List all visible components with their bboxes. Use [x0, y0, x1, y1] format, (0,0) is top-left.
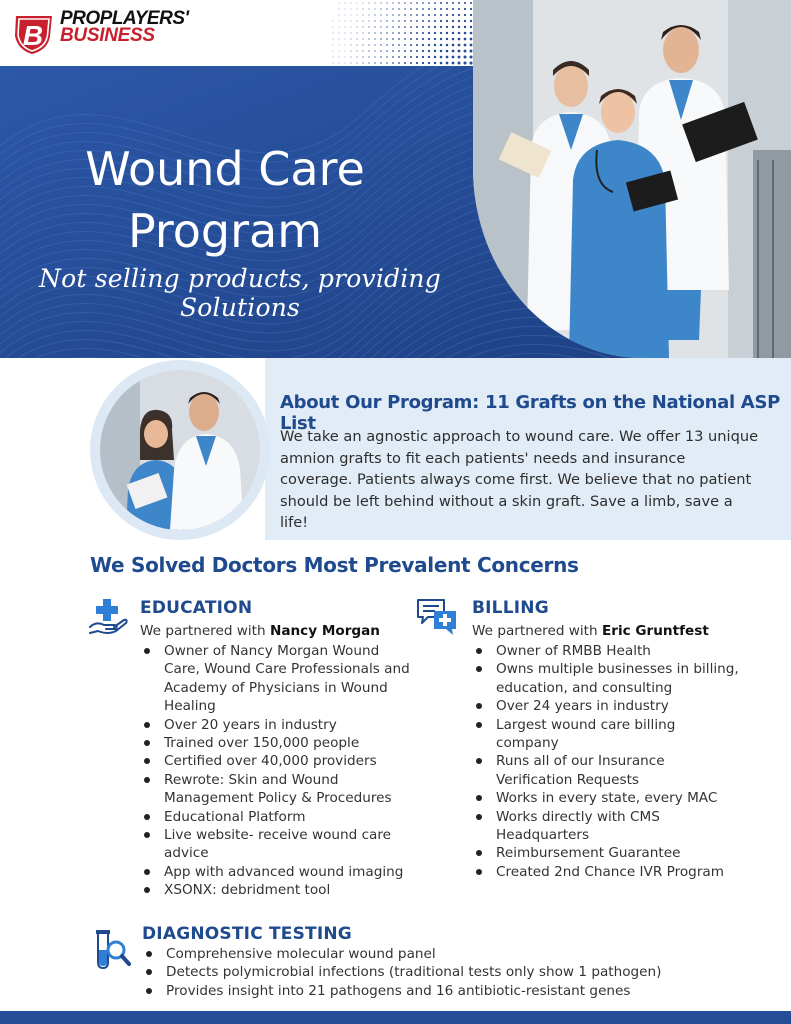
education-list-item: Owner of Nancy Morgan Wound Care, Wound Care Professionals and Academy of Physicians in Wound Healing: [140, 642, 410, 716]
education-list-item: Educational Platform: [140, 808, 410, 826]
education-list-item: XSONX: debridment tool: [140, 881, 410, 899]
about-photo: [100, 370, 260, 530]
billing-list-item: Owns multiple businesses in billing, education, and consulting: [472, 660, 742, 697]
test-tube-magnifier-icon: [92, 928, 132, 970]
billing-list-item: Works directly with CMS Headquarters: [472, 808, 742, 845]
chat-medical-icon: [416, 597, 458, 637]
education-list-item: Over 20 years in industry: [140, 716, 410, 734]
hero-title-line-1: Wound Care: [85, 142, 365, 196]
education-list: [140, 642, 410, 900]
diagnostic-heading: DIAGNOSTIC TESTING: [142, 924, 352, 944]
doctors-group-image: [473, 0, 791, 358]
hero-photo: [473, 0, 791, 358]
logo-line-2: BUSINESS: [60, 25, 155, 46]
billing-heading: BILLING: [472, 598, 549, 618]
diagnostic-list-item: Provides insight into 21 pathogens and 16 antibiotic-resistant genes: [142, 982, 702, 1000]
education-partner: [140, 623, 380, 639]
billing-list-item: Created 2nd Chance IVR Program: [472, 863, 742, 881]
hero-title-line-2: Program: [127, 204, 323, 258]
b-shield-logo-icon: [10, 12, 56, 56]
education-list-item: Live website- receive wound care advice: [140, 826, 410, 863]
billing-list-item: Largest wound care billing company: [472, 716, 742, 753]
section-title: We Solved Doctors Most Prevalent Concerns: [90, 553, 579, 577]
education-partner-name: Nancy Morgan: [269, 623, 380, 639]
billing-list-item: Runs all of our Insurance Verification Requests: [472, 752, 742, 789]
billing-partner-name: Eric Gruntfest: [601, 623, 709, 639]
billing-partner-prefix: We partnered with: [472, 623, 602, 639]
billing-list-item: Owner of RMBB Health: [472, 642, 742, 660]
billing-list: [472, 642, 742, 881]
logo-badge-letter: B: [22, 20, 44, 51]
hand-medical-cross-icon: [88, 597, 130, 637]
billing-list-item: Works in every state, every MAC: [472, 789, 742, 807]
doctors-consult-image: [100, 370, 260, 530]
company-logo: [10, 8, 230, 58]
about-body: We take an agnostic approach to wound care. We offer 13 unique amnion grafts to fit each patients' needs and insurance coverage. Patients always come first. We believe that no patient should be left behind without a skin graft. Save a limb, save a life!: [280, 428, 759, 531]
diagnostic-list-item: Comprehensive molecular wound panel: [142, 945, 702, 963]
logo-line-1: PROPLAYERS': [60, 8, 189, 29]
education-list-item: Rewrote: Skin and Wound Management Policy & Procedures: [140, 771, 410, 808]
education-list-item: Certified over 40,000 providers: [140, 752, 410, 770]
diagnostic-list-item: Detects polymicrobial infections (traditional tests only show 1 pathogen): [142, 963, 702, 981]
hero-title: [60, 138, 390, 262]
billing-partner: [472, 623, 709, 639]
billing-list-item: Over 24 years in industry: [472, 697, 742, 715]
education-list-item: Trained over 150,000 people: [140, 734, 410, 752]
billing-list-item: Reimbursement Guarantee: [472, 844, 742, 862]
education-heading: EDUCATION: [140, 598, 253, 618]
footer-bar: [0, 1011, 791, 1024]
education-partner-prefix: We partnered with: [140, 623, 270, 639]
about-title: About Our Program: 11 Grafts on the National ASP List: [280, 392, 780, 434]
education-list-item: App with advanced wound imaging: [140, 863, 410, 881]
diagnostic-list: [142, 945, 702, 1000]
hero-subtitle: Not selling products, providing Solutions: [39, 264, 441, 322]
decorative-dot-pattern: [330, 0, 475, 66]
